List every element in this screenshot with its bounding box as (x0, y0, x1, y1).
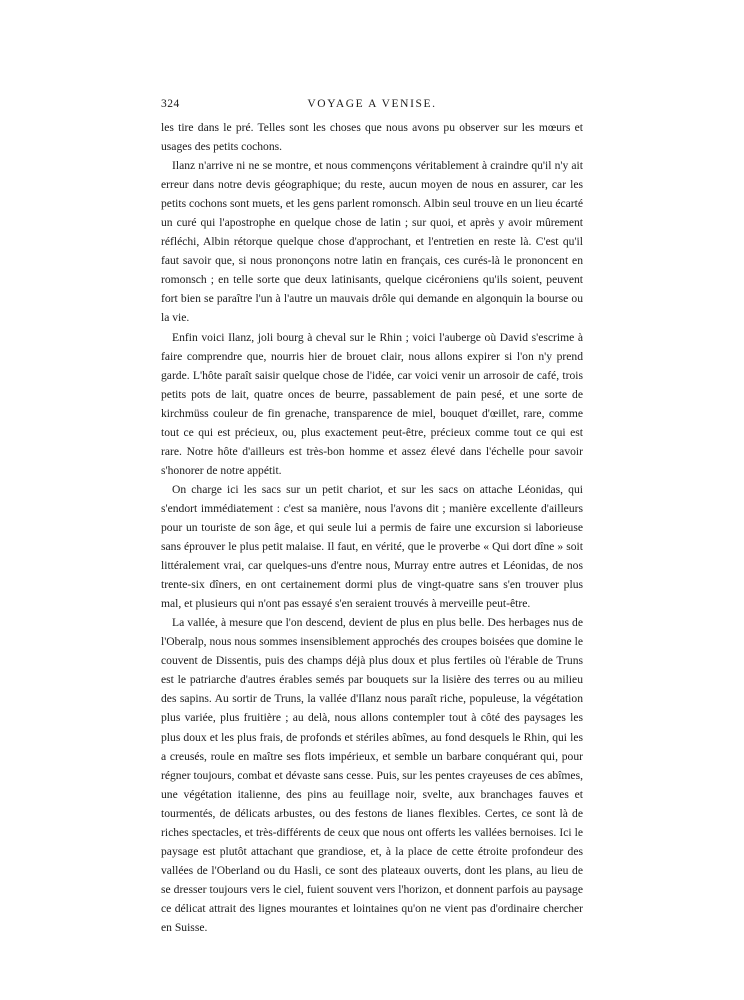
paragraph: On charge ici les sacs sur un petit chariot, et sur les sacs on attache Léonidas, qui s'endort immédiatement : c'est sa manière, nous l'avons dit ; manière excellente d'ailleurs pour un touriste de son âge, et qui seule lui a permis de faire une excursion si laborieuse sans éprouver le plus petit malaise. Il faut, en vérité, que le proverbe « Qui dort dîne » soit littéralement vrai, car quelques-uns d'entre nous, Murray entre autres et Léonidas, de nos trente-six dîners, en ont certainement dormi plus de vingt-quatre sans s'en trouver plus mal, et plusieurs qui n'ont pas essayé s'en seraient trouvés à merveille peut-être. (161, 482, 583, 611)
paragraph: Enfin voici Ilanz, joli bourg à cheval sur le Rhin ; voici l'auberge où David s'escrime à faire comprendre que, nourris hier de brouet clair, nous allons expirer si l'on n'y prend garde. L'hôte paraît saisir quelque chose de l'idée, car voici venir un arrosoir de café, trois petits pots de lait, quatre onces de beurre, passablement de pain pesé, et une sorte de kirchmüss couleur de fin grenache, transparence de miel, bouquet d'œillet, rare, comme tout ce qui est précieux, ou, plus exactement peut-être, précieux comme tout ce qui est rare. Notre hôte d'ailleurs est très-bon homme et assez élevé dans l'échelle pour savoir s'honorer de notre appétit. (161, 330, 583, 477)
running-head (161, 98, 583, 114)
paragraph: Ilanz n'arrive ni ne se montre, et nous commençons véritablement à craindre qu'il n'y ait erreur dans notre devis géographique; du reste, aucun moyen de nous en assurer, car les petits cochons sont muets, et les gens parlent romonsch. Albin seul trouve en un lieu écarté un curé qui l'apostrophe en quelque chose de latin ; sur quoi, et après y avoir mûrement réfléchi, Albin rétorque quelque chose d'approchant, et l'entretien en reste là. C'est qu'il faut savoir que, si nous prononçons notre latin en français, ces curés-là le prononcent en romonsch ; en telle sorte que deux latinisants, quelque cicéroniens qu'ils soient, peuvent fort bien se paraître l'un à l'autre un mauvais drôle qui demande en algonquin la bourse ou la vie. (161, 159, 583, 325)
text-body (161, 118, 583, 937)
running-title: VOYAGE A VENISE. (307, 98, 437, 110)
paragraph: La vallée, à mesure que l'on descend, devient de plus en plus belle. Des herbages nus de l'Oberalp, nous nous sommes insensiblement approchés des croupes boisées que domine le couvent de Dissentis, puis des champs déjà plus doux et plus fertiles où l'érable de Truns est le patriarche d'autres érables semés par bouquets sur la lisière des terres ou au milieu des sapins. Au sortir de Truns, la vallée d'Ilanz nous paraît riche, populeuse, la végétation plus variée, plus fruitière ; au delà, nous allons contempler tout à côté des paysages les plus doux et les plus frais, de profonds et stériles abîmes, au fond desquels le Rhin, qui les a creusés, roule en maître ses flots impérieux, et semble un barbare conquérant qui, pour régner toujours, combat et dévaste sans cesse. Puis, sur les pentes crayeuses de ces abîmes, une végétation italienne, des pins au feuillage noir, svelte, aux branchages fauves et tourmentés, de délicats arbustes, ou des festons de lianes flexibles. Certes, ce sont là de riches spectacles, et très-différents de ceux que nous ont offerts les vallées bernoises. Ici le paysage est plutôt attachant que grandiose, et, à la place de cette étroite profondeur des vallées de l'Oberland ou du Hasli, ce sont des plateaux ouverts, dont les plans, au lieu de se dresser toujours vers le ciel, fuient souvent vers l'horizon, et donnent parfois au paysage ce délicat attrait des lignes mourantes et lointaines qu'on ne vient pas d'ordinaire chercher en Suisse. (161, 616, 583, 934)
page-number: 324 (161, 98, 180, 110)
book-page (161, 98, 583, 937)
paragraph: les tire dans le pré. Telles sont les choses que nous avons pu observer sur les mœurs et usages des petits cochons. (161, 121, 583, 154)
